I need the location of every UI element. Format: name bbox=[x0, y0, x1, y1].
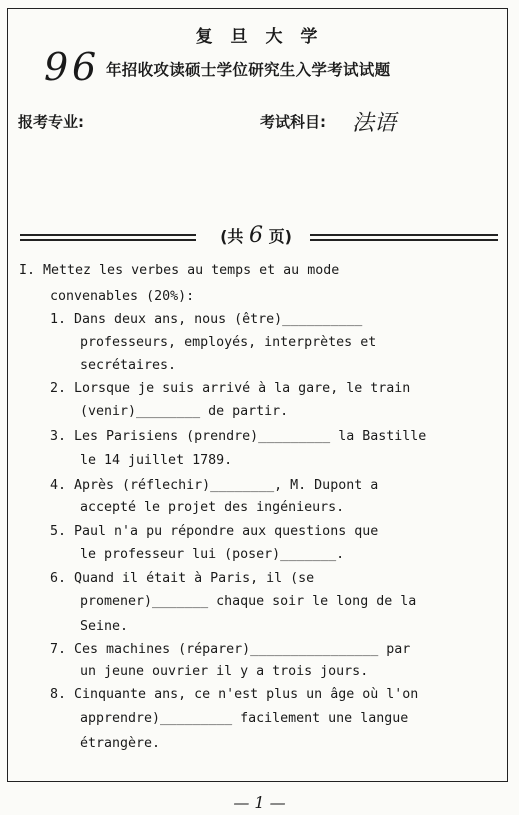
double-rule-left bbox=[20, 234, 196, 236]
question-6-line-3: Seine. bbox=[80, 619, 129, 634]
question-4-line-1: 4. Après (réflechir)________, M. Dupont a bbox=[50, 478, 379, 493]
section-heading: I. Mettez les verbes au temps et au mode bbox=[19, 263, 340, 278]
question-3-line-2: le 14 juillet 1789. bbox=[80, 453, 233, 468]
question-1-line-3: secrétaires. bbox=[80, 358, 177, 373]
question-2-line-2: (venir)________ de partir. bbox=[80, 404, 289, 419]
page-count bbox=[204, 223, 308, 248]
question-7-line-1: 7. Ces machines (réparer)________________ par bbox=[50, 642, 411, 657]
page-count-prefix: (共 bbox=[220, 227, 244, 246]
question-7-line-2: un jeune ouvrier il y a trois jours. bbox=[80, 664, 369, 679]
question-3-line-1: 3. Les Parisiens (prendre)_________ la Bastille bbox=[50, 429, 427, 444]
question-8-line-3: étrangère. bbox=[80, 736, 161, 751]
page-count-suffix: 页) bbox=[268, 227, 292, 246]
question-1-line-2: professeurs, employés, interprètes et bbox=[80, 335, 377, 350]
subject-label: 考试科目: bbox=[260, 113, 326, 131]
subject-value: 法语 bbox=[352, 111, 397, 136]
question-1-line-1: 1. Dans deux ans, nous (être)__________ bbox=[50, 312, 363, 327]
question-2-line-1: 2. Lorsque je suis arrivé à la gare, le train bbox=[50, 381, 411, 396]
question-6-line-2: promener)_______ chaque soir le long de la bbox=[80, 594, 417, 609]
major-label: 报考专业: bbox=[18, 113, 84, 131]
question-5-line-1: 5. Paul n'a pu répondre aux questions que bbox=[50, 524, 379, 539]
page-number: — 1 — bbox=[233, 793, 286, 812]
question-5-line-2: le professeur lui (poser)_______. bbox=[80, 547, 345, 562]
question-6-line-1: 6. Quand il était à Paris, il (se bbox=[50, 571, 315, 586]
year-digit-1: 9 bbox=[44, 45, 69, 89]
double-rule-right bbox=[310, 234, 498, 236]
question-4-line-2: accepté le projet des ingénieurs. bbox=[80, 500, 345, 515]
section-heading-cont: convenables (20%): bbox=[50, 289, 195, 304]
year-digit-2: 6 bbox=[72, 45, 97, 89]
question-8-line-1: 8. Cinquante ans, ce n'est plus un âge où l'on bbox=[50, 687, 419, 702]
school-name: 复 旦 大 学 bbox=[195, 27, 324, 47]
question-8-line-2: apprendre)_________ facilement une langue bbox=[80, 711, 409, 726]
exam-title-text: 年招收攻读硕士学位研究生入学考试试题 bbox=[106, 61, 391, 79]
page-count-number: 6 bbox=[249, 223, 263, 248]
